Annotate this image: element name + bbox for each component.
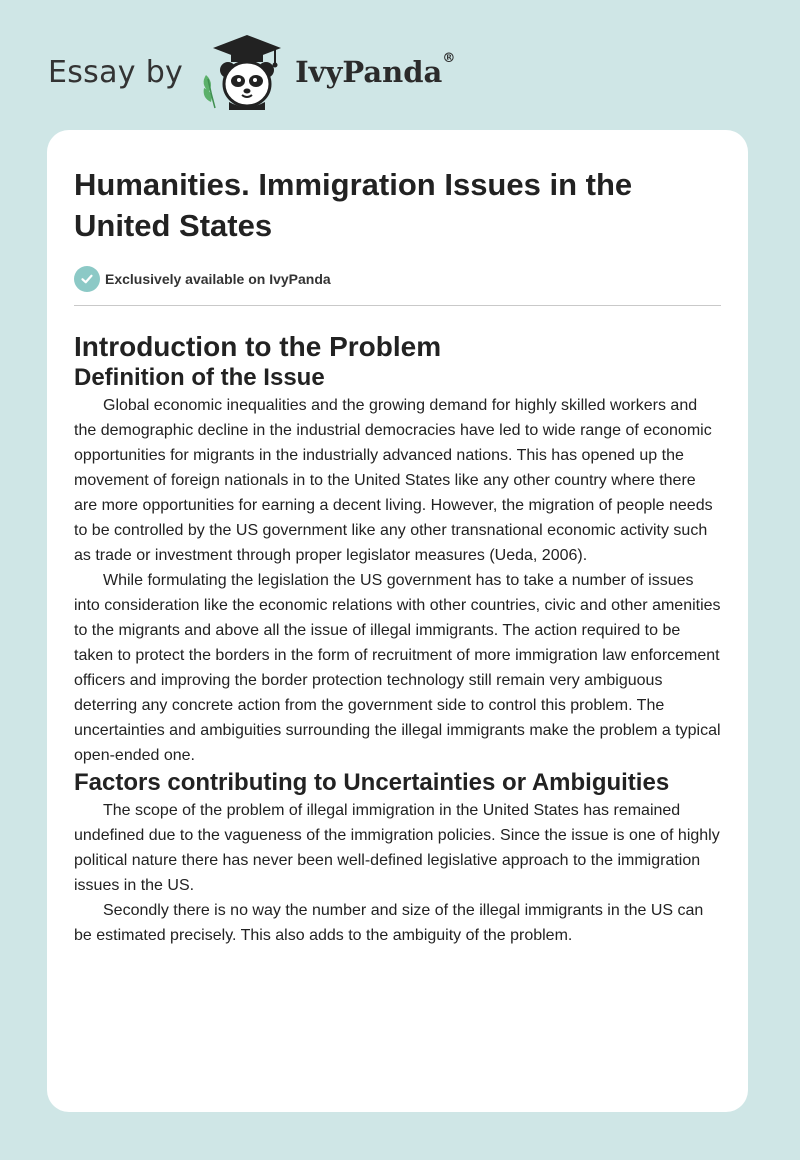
subsection-heading: Factors contributing to Uncertainties or Ambiguities [74,769,670,796]
paragraph: The scope of the problem of illegal immigration in the United States has remained undefined due to the vagueness of the immigration policies. Since the issue is one of highly political nature there has never been well-defined legislative approach to the immigration issues in the US. [74,802,720,894]
panda-graduate-icon [197,34,293,110]
essay-card [47,130,748,1112]
check-circle-icon [74,266,100,292]
exclusive-badge [74,266,721,292]
paragraph: Secondly there is no way the number and size of the illegal immigrants in the US can be estimated precisely. This also adds to the ambiguity of the problem. [74,902,704,944]
section-heading: Introduction to the Problem [74,331,442,362]
badge-label: Exclusively available on IvyPanda [105,271,331,287]
subsection-heading: Definition of the Issue [74,364,325,391]
registered-mark: ® [442,51,456,66]
page-title: Humanities. Immigration Issues in the United States [74,167,633,243]
brand-header [48,34,455,110]
brand-name: IvyPanda® [295,51,456,89]
paragraph: While formulating the legislation the US government has to take a number of issues into consideration like the economic relations with other countries, civic and other amenities to the migrants and above all the issue of illegal immigrants. The action required to be taken to protect the borders in the form of recruitment of more immigration law enforcement officers and improving the border protection technology still remain very ambiguous deterring any concrete action from the government side to control this problem. The uncertainties and ambiguities surrounding the illegal immigrants make the problem a typical open-ended one. [74,572,721,764]
paragraph: Global economic inequalities and the growing demand for highly skilled workers and the demographic decline in the industrial democracies have led to wide range of economic opportunities for migrants in the industrially advanced nations. This has opened up the movement of foreign nationals in to the United States like any other country where there are more opportunities for earning a decent living. However, the migration of people needs to be controlled by the US government like any other transnational economic activity such as trade or investment through proper legislator measures (Ueda, 2006). [74,397,713,564]
brand-prefix: Essay by [48,54,184,90]
title-divider [74,305,721,306]
